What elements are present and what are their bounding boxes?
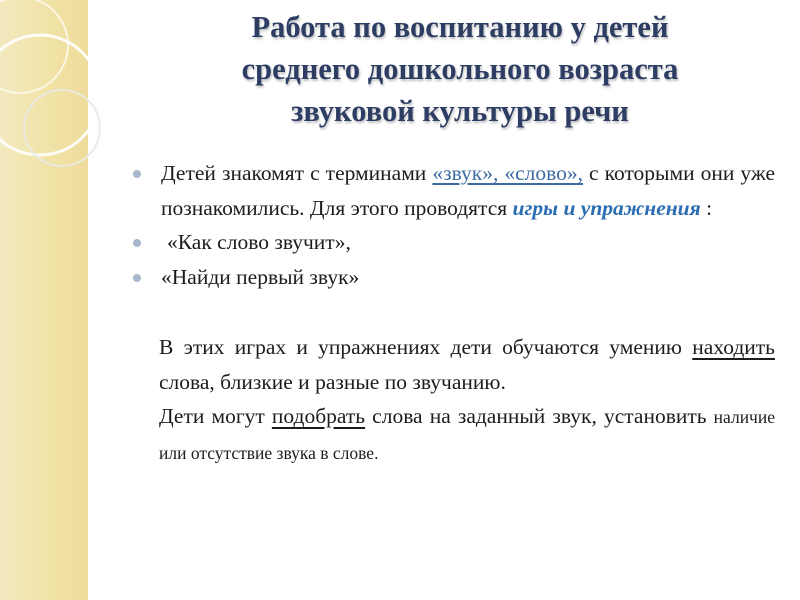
bullet-text-before: Детей знакомят с терминами	[161, 161, 433, 185]
terms-text: «звук», «слово»,	[432, 161, 584, 185]
title-line-3: звуковой культуры речи	[291, 94, 629, 128]
paragraph1-before: В этих играх и упражнениях дети обучаются умению	[159, 335, 693, 359]
title-line-2: среднего дошкольного возраста	[241, 52, 679, 86]
bullet-item-game-2	[133, 260, 775, 295]
paragraph2-underlined: подобрать	[271, 404, 366, 428]
bullet-dot-icon	[133, 239, 141, 247]
bullet-text-middle: с которыми они уже познакомились. Для этого проводятся	[161, 161, 776, 220]
slide-body	[133, 156, 775, 470]
game-1-text: «Как слово звучит»,	[167, 230, 351, 254]
paragraph-select	[133, 399, 775, 470]
bullet-item-terms	[133, 156, 775, 225]
bullet-text-after: :	[706, 195, 713, 220]
game-2-text: «Найди первый звук»	[161, 264, 360, 289]
bullet-item-game-1	[133, 225, 775, 260]
decorative-circles-icon	[0, 0, 120, 210]
paragraph1-underlined: находить	[692, 335, 775, 359]
title-line-1: Работа по воспитанию у детей	[251, 10, 669, 44]
paragraph2-middle: слова на заданный звук, установить	[372, 404, 707, 428]
bullet-dot-icon	[133, 170, 141, 178]
paragraph-learning	[133, 330, 775, 399]
bullet-dot-icon	[133, 274, 141, 282]
paragraph1-after: слова, близкие и разные по звучанию.	[159, 369, 506, 394]
paragraph2-small: наличие или отсутствие звука в слове.	[159, 407, 775, 463]
games-emphasis: игры и упражнения	[512, 195, 701, 220]
paragraph2-before: Дети могут	[159, 404, 272, 428]
slide-title	[150, 6, 770, 132]
